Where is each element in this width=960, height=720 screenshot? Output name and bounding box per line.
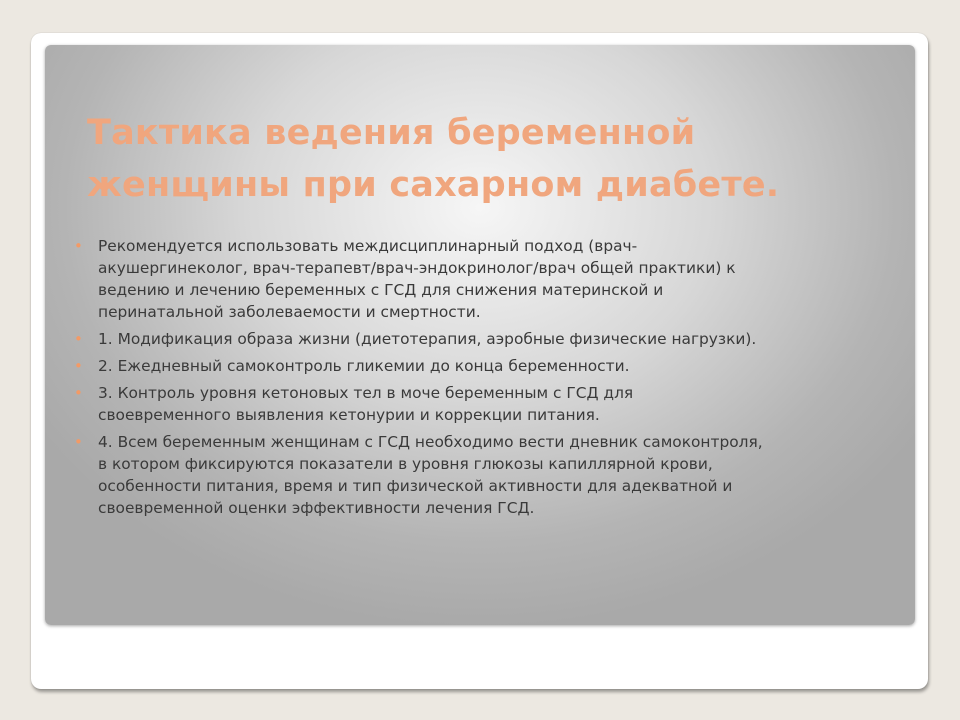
slide-title-line-2: женщины при сахарном диабете. <box>87 165 780 205</box>
slide-content-panel <box>45 45 915 625</box>
bullet-line: ведению и лечению беременных с ГСД для снижения материнской и <box>98 281 664 299</box>
bullet-dot-icon: • <box>74 357 83 375</box>
bullet-item-intro <box>45 235 905 323</box>
bullet-item-ketones <box>45 382 905 426</box>
bullet-line: 2. Ежедневный самоконтроль гликемии до конца беременности. <box>98 357 630 375</box>
bullet-line: 3. Контроль уровня кетоновых тел в моче беременным с ГСД для <box>98 384 634 402</box>
bullet-line: акушергинеколог, врач-терапевт/врач-эндокринолог/врач общей практики) к <box>98 259 736 277</box>
slide-title <box>87 107 887 211</box>
bullet-item-diary <box>45 431 905 519</box>
bullet-line: своевременной оценки эффективности лечения ГСД. <box>98 499 535 517</box>
bullet-dot-icon: • <box>74 237 83 255</box>
bullet-line: в котором фиксируются показатели в уровня глюкозы капиллярной крови, <box>98 455 713 473</box>
bullet-line: Рекомендуется использовать междисциплинарный подход (врач- <box>98 237 638 255</box>
bullet-item-glycemia <box>45 355 905 377</box>
bullet-line: 1. Модификация образа жизни (диетотерапия, аэробные физические нагрузки). <box>98 330 757 348</box>
bullet-dot-icon: • <box>74 433 83 451</box>
slide-title-line-1: Тактика ведения беременной <box>87 113 696 153</box>
bullet-dot-icon: • <box>74 330 83 348</box>
bullet-dot-icon: • <box>74 384 83 402</box>
bullet-line: 4. Всем беременным женщинам с ГСД необходимо вести дневник самоконтроля, <box>98 433 763 451</box>
bullet-list <box>45 235 905 524</box>
bullet-item-lifestyle <box>45 328 905 350</box>
bullet-line: перинатальной заболеваемости и смертности. <box>98 303 481 321</box>
bullet-line: своевременного выявления кетонурии и коррекции питания. <box>98 406 600 424</box>
bullet-line: особенности питания, время и тип физической активности для адекватной и <box>98 477 733 495</box>
